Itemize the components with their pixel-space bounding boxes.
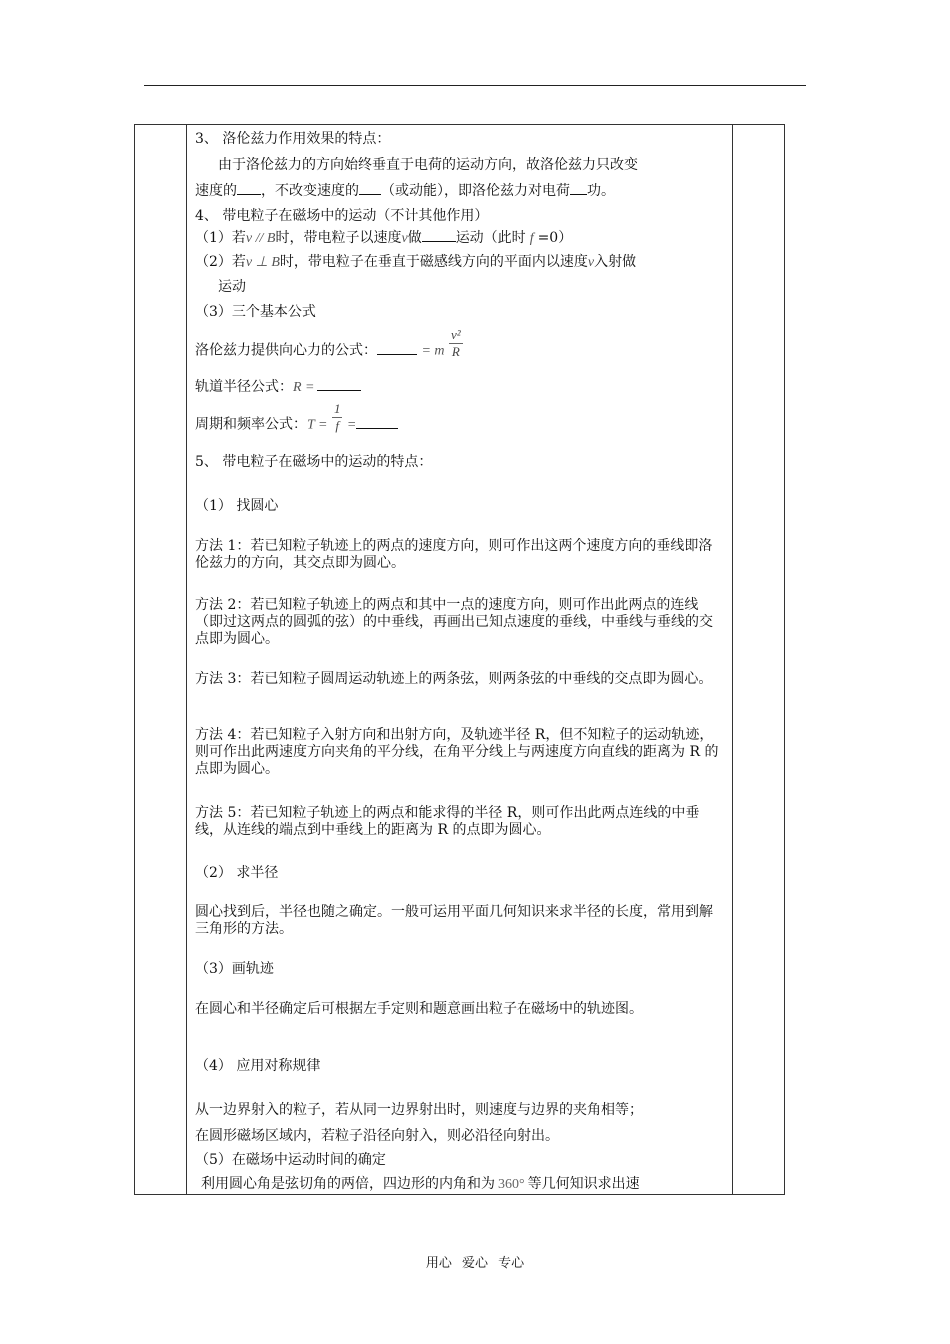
text: 做 [407,230,422,246]
find-radius-text: 圆心找到后，半径也随之确定。一般可运用平面几何知识来求半径的长度，常用到解三角形的方法。 [195,904,713,937]
math-v-parallel-b: v // B [245,231,276,246]
fill-blank [570,182,587,195]
text: （2）若 [195,254,246,270]
fill-blank [377,342,417,355]
fraction-1-over-f [332,401,343,434]
math-v: v [587,255,595,270]
section3-line1: 由于洛伦兹力的方向始终垂直于电荷的运动方向，故洛伦兹力只改变 [218,157,638,173]
text: （1）若 [195,230,246,246]
fill-blank [237,182,261,195]
table-divider-right [732,125,733,1194]
draw-path-text: 在圆心和半径确定后可根据左手定则和题意画出粒子在磁场中的轨迹图。 [195,1001,643,1017]
fraction-numerator: 1 [333,401,341,416]
section4-case3: （3）三个基本公式 [195,304,316,320]
fill-blank [356,416,398,429]
symmetry-line2: 在圆形磁场区域内，若粒子沿径向射入，则必沿径向射出。 [195,1128,559,1144]
math-t-eq: T = [307,417,328,433]
fraction-denominator: f [335,418,339,433]
header-rule [144,85,806,86]
text: 入射做 [594,254,637,270]
section3-heading: 3、 洛伦兹力作用效果的特点： [195,131,391,147]
find-center-title: （1） 找圆心 [195,498,279,514]
math-eq: = m [421,343,445,359]
math-eq: = [346,417,357,433]
text: ，不改变速度的 [261,183,359,199]
text: 时，带电粒子以速度 [275,230,402,246]
symmetry-title: （4） 应用对称规律 [195,1058,321,1074]
formula-label: 轨道半径公式： [195,379,293,395]
section3-line2 [195,182,615,200]
formula-radius [195,378,361,397]
fill-blank [359,182,381,195]
page-footer: 用心 爱心 专心 [425,1256,525,1271]
text: 等几何知识求出速 [527,1176,640,1192]
fill-blank [317,378,361,391]
text: （或动能），即洛伦兹力对电荷 [381,183,570,199]
method-3: 方法 3：若已知粒子圆周运动轨迹上的两条弦，则两条弦的中垂线的交点即为圆心。 [195,671,713,687]
math-v: v [401,231,408,246]
section4-case2-cont: 运动 [218,279,246,295]
fraction-v2-over-r [449,327,463,360]
method-2: 方法 2：若已知粒子轨迹上的两点和其中一点的速度方向，则可作出此两点的连线（即过这两点的圆弧的弦）的中垂线，再画出已知点速度的垂线，中垂线与垂线的交点即为圆心。 [195,597,713,647]
section4-heading: 4、 带电粒子在磁场中的运动（不计其他作用） [195,208,489,224]
text: =0） [537,230,573,246]
text: 时，带电粒子在垂直于磁感线方向的平面内以速度 [279,254,588,270]
section4-case1 [195,229,572,248]
math-360-degrees: 360° [498,1177,525,1192]
method-1: 方法 1：若已知粒子轨迹上的两点的速度方向，则可作出这两个速度方向的垂线即洛伦兹力的方向，其交点即为圆心。 [195,538,713,571]
fraction-denominator: R [451,344,460,359]
section5-heading: 5、 带电粒子在磁场中的运动的特点： [195,454,433,470]
text: 利用圆心角是弦切角的两倍，四边形的内角和为 [201,1176,495,1192]
method-4: 方法 4：若已知粒子入射方向和出射方向，及轨迹半径 R，但不知粒子的运动轨迹，则可作出此两速度方向夹角的平分线，在角平分线上与两速度方向直线的距离为 R 的点即为圆心。 [195,727,719,777]
method-5: 方法 5：若已知粒子轨迹上的两点和能求得的半径 R，则可作出此两点连线的中垂线，从连线的端点到中垂线上的距离为 R 的点即为圆心。 [195,805,700,838]
table-divider-left [186,125,187,1194]
time-text [195,1175,640,1194]
formula-lorentz [195,327,463,361]
formula-label: 洛伦兹力提供向心力的公式： [195,342,377,359]
math-f: f [529,231,534,246]
formula-period [195,401,398,435]
math-v-perp-b: v ⊥ B [245,255,280,270]
text: 运动（此时 [455,230,526,246]
text: 速度的 [195,183,237,199]
fraction-numerator: v² [450,327,461,342]
formula-label: 周期和频率公式： [195,416,307,433]
text: 功。 [587,183,615,199]
symmetry-line1: 从一边界射入的粒子，若从同一边界射出时，则速度与边界的夹角相等； [195,1102,643,1118]
draw-path-title: （3）画轨迹 [195,961,274,977]
section4-case2 [195,253,636,272]
time-title: （5）在磁场中运动时间的确定 [195,1152,386,1168]
find-radius-title: （2） 求半径 [195,865,279,881]
fill-blank [422,229,456,242]
math-r-eq: R = [293,380,315,395]
content-table [134,124,785,1195]
